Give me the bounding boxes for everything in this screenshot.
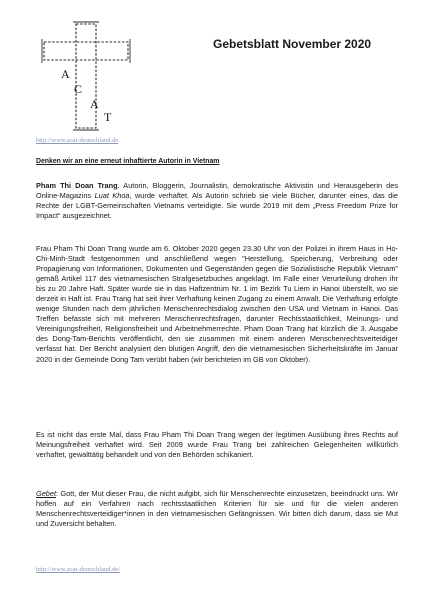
prayer-text: : Gott, der Mut dieser Frau, die nicht aufgibt, sich für Menschenrechte einzusetzen, beeindruckt uns. Wir hoffen auf ein Verfahren nach rechtsstaatlichen Kriterien für sie und für die vielen anderen Menschenrechtsverteidiger*innen in den vietnamesischen Gefängnissen. Wir bitten dich darum, dass sie Mut und Zuversicht behalten.	[36, 489, 398, 529]
article-heading: Denken wir an eine erneut inhaftierte Autorin in Vietnam	[36, 158, 220, 165]
history-paragraph: Es ist nicht das erste Mal, dass Frau Pham Thi Doan Trang wegen der legitimen Ausübung ihres Rechts auf Meinungsfreiheit verhaftet wird. Seit 2009 wurde Frau Trang bei zahlreichen Gelegenheiten willkürlich verhaftet, gewalttätig behandelt und von den Behörden schikaniert.	[36, 430, 398, 460]
intro-text-a: , Autorin, Bloggerin, Journalistin, demokratische Aktivistin und Herausgeberin des Online-Magazins	[36, 181, 398, 201]
logo-letter-a1: A	[61, 67, 70, 81]
logo-letter-c: C	[74, 82, 83, 96]
website-link-top[interactable]: http://www.acat-deutschland.de	[36, 137, 119, 144]
logo-letter-a2: A	[90, 97, 99, 111]
acat-cross-logo	[40, 18, 136, 136]
intro-text-b: , wurde verhaftet. Als Autorin schrieb sie viele Bücher, darunter eines, das die Rechte der LGBT-Gemeinschaften Vietnams verteidigte. Sie wurde 2019 mit dem „Press Freedom Prize for Impact“ ausgezeichnet.	[36, 191, 398, 221]
person-name: Pham Thi Doan Trang	[36, 181, 118, 190]
page-title: Gebetsblatt November 2020	[213, 37, 372, 51]
cross-icon	[40, 18, 136, 136]
prayer-paragraph	[36, 489, 398, 529]
magazine-name: Luat Khoa	[94, 191, 130, 201]
website-link-bottom[interactable]: http://www.acat-deutschland.de/	[36, 566, 121, 573]
prayer-label: Gebet	[36, 489, 57, 498]
intro-paragraph	[36, 181, 398, 221]
arrest-paragraph: Frau Pham Thi Doan Trang wurde am 6. Oktober 2020 gegen 23.30 Uhr von der Polizei in ihrem Haus in Ho-Chi-Minh-Stadt festgenommen und anschließend wegen "Herstellung, Speicherung, Verbreitung oder Propagierung von Informationen, Dokumenten und Gegenständen gegen die Sozialistische Republik Vietnam" gemäß Artikel 117 des vietnamesischen Strafgesetzbuches angeklagt. Im Falle einer Verurteilung drohen ihr bis zu 20 Jahre Haft. Später wurde sie in das Haftzentrum Nr. 1 im Bezirk Tu Liem in Hanoi überstellt, wo sie derzeit in Haft ist. Frau Trang hat seit ihrer Verhaftung keinen Zugang zu einem Anwalt. Die Verhaftung erfolgte wenige Stunden nach dem jährlichen Menschenrechtsdialog zwischen den USA und Vietnam in Hanoi. Das Treffen befasste sich mit mehreren Menschenrechtsfragen, darunter Rechtsstaatlichkeit, Meinungs- und Vereinigungsfreiheit, Religionsfreiheit und Arbeitnehmerrechte. Pham Doan Trang hat kürzlich die 3. Ausgabe des Dong-Tam-Berichts veröffentlicht, den sie zusammen mit einem anderen Menschenrechtsverteidiger verfasst hat. Der Bericht analysiert den blutigen Angriff, den die vietnamesischen Sicherheitskräfte im Januar 2020 in der Gemeinde Dong Tam verübt haben (wir berichteten im GB von Oktober).	[36, 244, 398, 364]
logo-letter-t: T	[104, 110, 112, 124]
